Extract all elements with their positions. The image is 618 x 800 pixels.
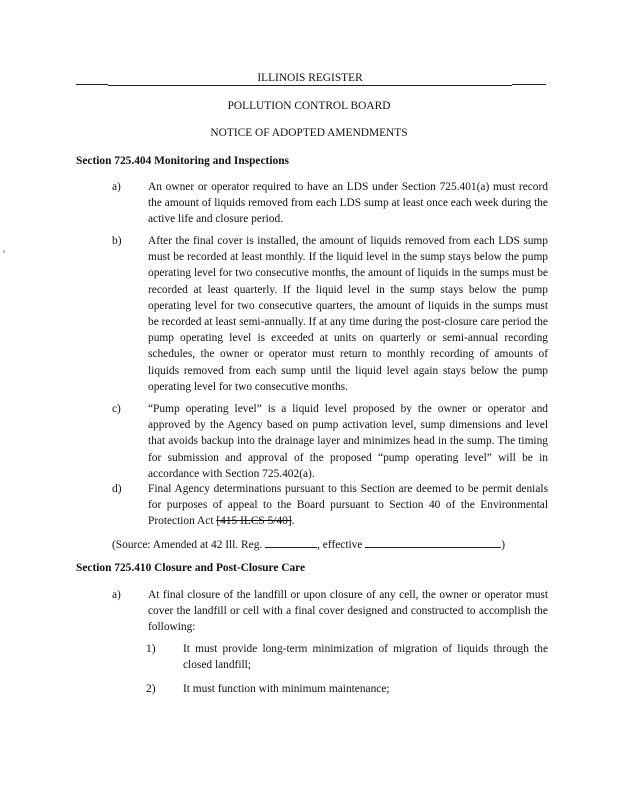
item-d-struck-citation: [415 ILCS 5/40] — [216, 515, 292, 528]
closure-item-a-text: At final closure of the landfill or upon closure of any cell, the owner or operator must cover the landfill or cell with a final cover designed and constructed to accomplish the following: — [148, 589, 548, 634]
source-prefix: (Source: Amended at 42 Ill. Reg. — [112, 539, 266, 551]
item-d-end: . — [291, 515, 295, 528]
item-b-text: After the final cover is installed, the amount of liquids removed from each LDS sump must be recorded at least monthly. If the liquid level in the sump stays below the pump operating level for two consecutive months, the amount of liquids in the sumps must be recorded at least quarterly. If the liquid level in the sump stays below the pump operating level for two consecutive quarters, the amount of liquids in the sumps must be recorded at least semi-annually. If at any time during the post-closure care period the pump operating level is exceeded at units on quarterly or semi-annual recording schedules, the owner or operator must return to monthly recording of amounts of liquids removed from each sump until the liquid level again stays below the pump operating level for two consecutive months. — [148, 235, 548, 393]
subitem-1-marker: 1) — [146, 643, 156, 655]
subitem-2-text: It must function with minimum maintenance; — [183, 683, 390, 695]
item-d-text — [148, 481, 548, 530]
closure-item-a-marker: a) — [112, 589, 121, 601]
item-b-marker: b) — [112, 235, 122, 247]
notice-title: NOTICE OF ADOPTED AMENDMENTS — [210, 127, 408, 139]
source-middle: , effective — [317, 539, 366, 551]
item-c-text: “Pump operating level” is a liquid level proposed by the owner or operator and approved by the Agency based on pump activation level, sump dimensions and level that avoids backup into the drainage layer and minimizes head in the sump. The timing for submission and approval of the proposed “pump operating level” will be in accordance with Section 725.402(a). — [148, 403, 548, 480]
agency-name: POLLUTION CONTROL BOARD — [227, 100, 391, 112]
item-c-marker: c) — [112, 403, 121, 415]
item-d-main: Final Agency determinations pursuant to this Section are deemed to be permit denials for purposes of appeal to the Board pursuant to Section 40 of the Environmental Protection Act — [148, 483, 548, 528]
header-rule-right — [512, 84, 546, 85]
source-suffix: ) — [501, 539, 506, 551]
item-a-text: An owner or operator required to have an LDS under Section 725.401(a) must record the amount of liquids removed from each LDS sump at least once each week during the active life and closure period. — [148, 181, 548, 226]
section-725-404-heading: Section 725.404 Monitoring and Inspections — [76, 155, 289, 167]
source-effective-blank — [365, 536, 501, 548]
source-note — [112, 536, 505, 553]
item-a-marker: a) — [112, 181, 121, 193]
item-d-marker: d) — [112, 483, 122, 495]
subitem-2-marker: 2) — [146, 683, 156, 695]
section-725-410-heading: Section 725.410 Closure and Post-Closure Care — [76, 562, 306, 574]
source-reg-blank — [265, 536, 317, 548]
header-rule-left — [76, 84, 108, 85]
scan-speck — [3, 250, 5, 253]
subitem-1-text: It must provide long-term minimization of migration of liquids through the closed landfill; — [183, 643, 548, 672]
register-title: ILLINOIS REGISTER — [108, 72, 512, 86]
